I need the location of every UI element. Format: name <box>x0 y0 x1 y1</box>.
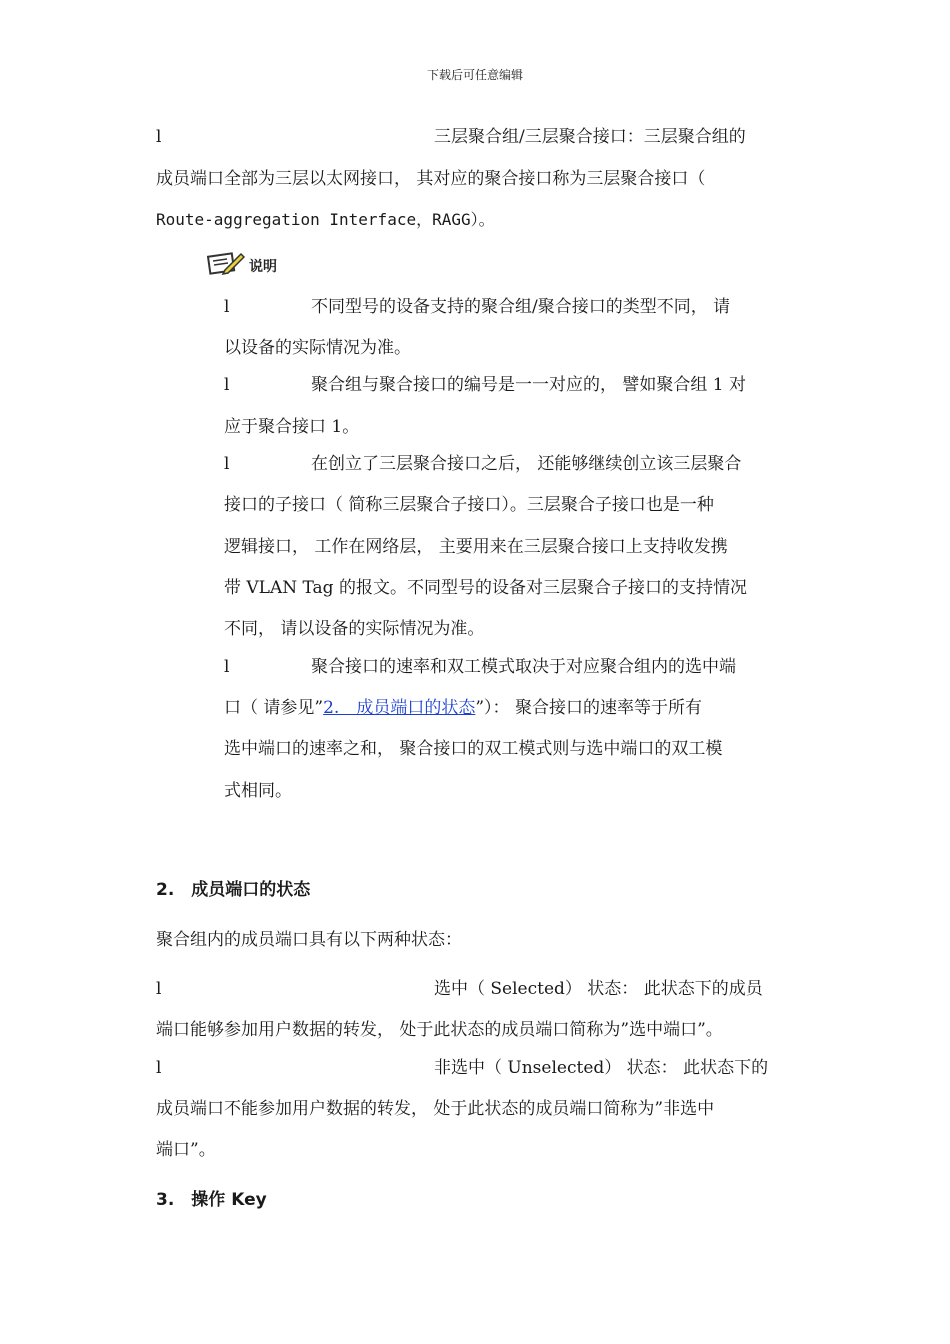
bullet-text: 不同型号的设备支持的聚合组/聚合接口的类型不同， 请 <box>311 297 731 317</box>
note-item <box>224 656 796 678</box>
note-line: 不同， 请以设备的实际情况为准。 <box>224 619 485 639</box>
paragraph-line: 成员端口全部为三层以太网接口， 其对应的聚合接口称为三层聚合接口（ <box>156 169 706 189</box>
note-item <box>224 453 796 475</box>
bullet-marker: l <box>224 297 230 317</box>
note-label: 说明 <box>249 259 277 275</box>
bullet-text: 三层聚合组/三层聚合接口：三层聚合组的 <box>434 127 746 147</box>
bullet-marker: l <box>224 375 230 395</box>
note-line: 选中端口的速率之和， 聚合接口的双工模式则与选中端口的双工模 <box>224 739 723 759</box>
section-heading: 2. 成员端口的状态 <box>156 880 311 900</box>
paragraph-line: Route-aggregation Interface，RAGG）。 <box>156 210 495 229</box>
paragraph-line: 成员端口不能参加用户数据的转发， 处于此状态的成员端口简称为”非选中 <box>156 1099 715 1119</box>
bullet-marker: l <box>156 979 162 999</box>
page-header: 下载后可任意编辑 <box>426 68 523 82</box>
section-heading: 3. 操作 Key <box>156 1190 267 1210</box>
bullet-marker: l <box>156 1058 162 1078</box>
note-line: 式相同。 <box>224 781 292 801</box>
paragraph-line: 聚合组内的成员端口具有以下两种状态： <box>156 930 462 950</box>
bullet-item-selected <box>156 978 796 1000</box>
note-line: 应于聚合接口 1。 <box>224 417 360 437</box>
bullet-item-unselected <box>156 1057 796 1079</box>
note-box-header <box>207 250 307 276</box>
note-line: 逻辑接口， 工作在网络层， 主要用来在三层聚合接口上支持收发携 <box>224 537 728 557</box>
note-line-with-link <box>224 697 796 719</box>
bullet-text: 选中（ Selected） 状态： 此状态下的成员 <box>434 979 763 999</box>
note-text: ”）： 聚合接口的速率等于所有 <box>475 698 702 718</box>
bullet-text: 非选中（ Unselected） 状态： 此状态下的 <box>434 1058 769 1078</box>
paragraph-line: 端口”。 <box>156 1140 216 1160</box>
bullet-item-ragg <box>156 126 796 148</box>
note-item <box>224 296 796 318</box>
note-pencil-icon <box>207 250 245 276</box>
paragraph-line: 端口能够参加用户数据的转发， 处于此状态的成员端口简称为”选中端口”。 <box>156 1020 723 1040</box>
bullet-text: 聚合接口的速率和双工模式取决于对应聚合组内的选中端 <box>311 657 736 677</box>
member-port-state-link[interactable]: 2. 成员端口的状态 <box>323 698 476 718</box>
note-line: 以设备的实际情况为准。 <box>224 338 411 358</box>
bullet-text: 在创立了三层聚合接口之后， 还能够继续创立该三层聚合 <box>311 454 742 474</box>
note-line: 带 VLAN Tag 的报文。不同型号的设备对三层聚合子接口的支持情况 <box>224 578 747 598</box>
note-text: 口（ 请参见” <box>224 698 324 718</box>
bullet-marker: l <box>224 454 230 474</box>
note-line: 接口的子接口（ 简称三层聚合子接口）。三层聚合子接口也是一种 <box>224 495 714 515</box>
bullet-text: 聚合组与聚合接口的编号是一一对应的， 譬如聚合组 1 对 <box>311 375 747 395</box>
bullet-marker: l <box>156 127 162 147</box>
bullet-marker: l <box>224 657 230 677</box>
note-item <box>224 374 796 396</box>
